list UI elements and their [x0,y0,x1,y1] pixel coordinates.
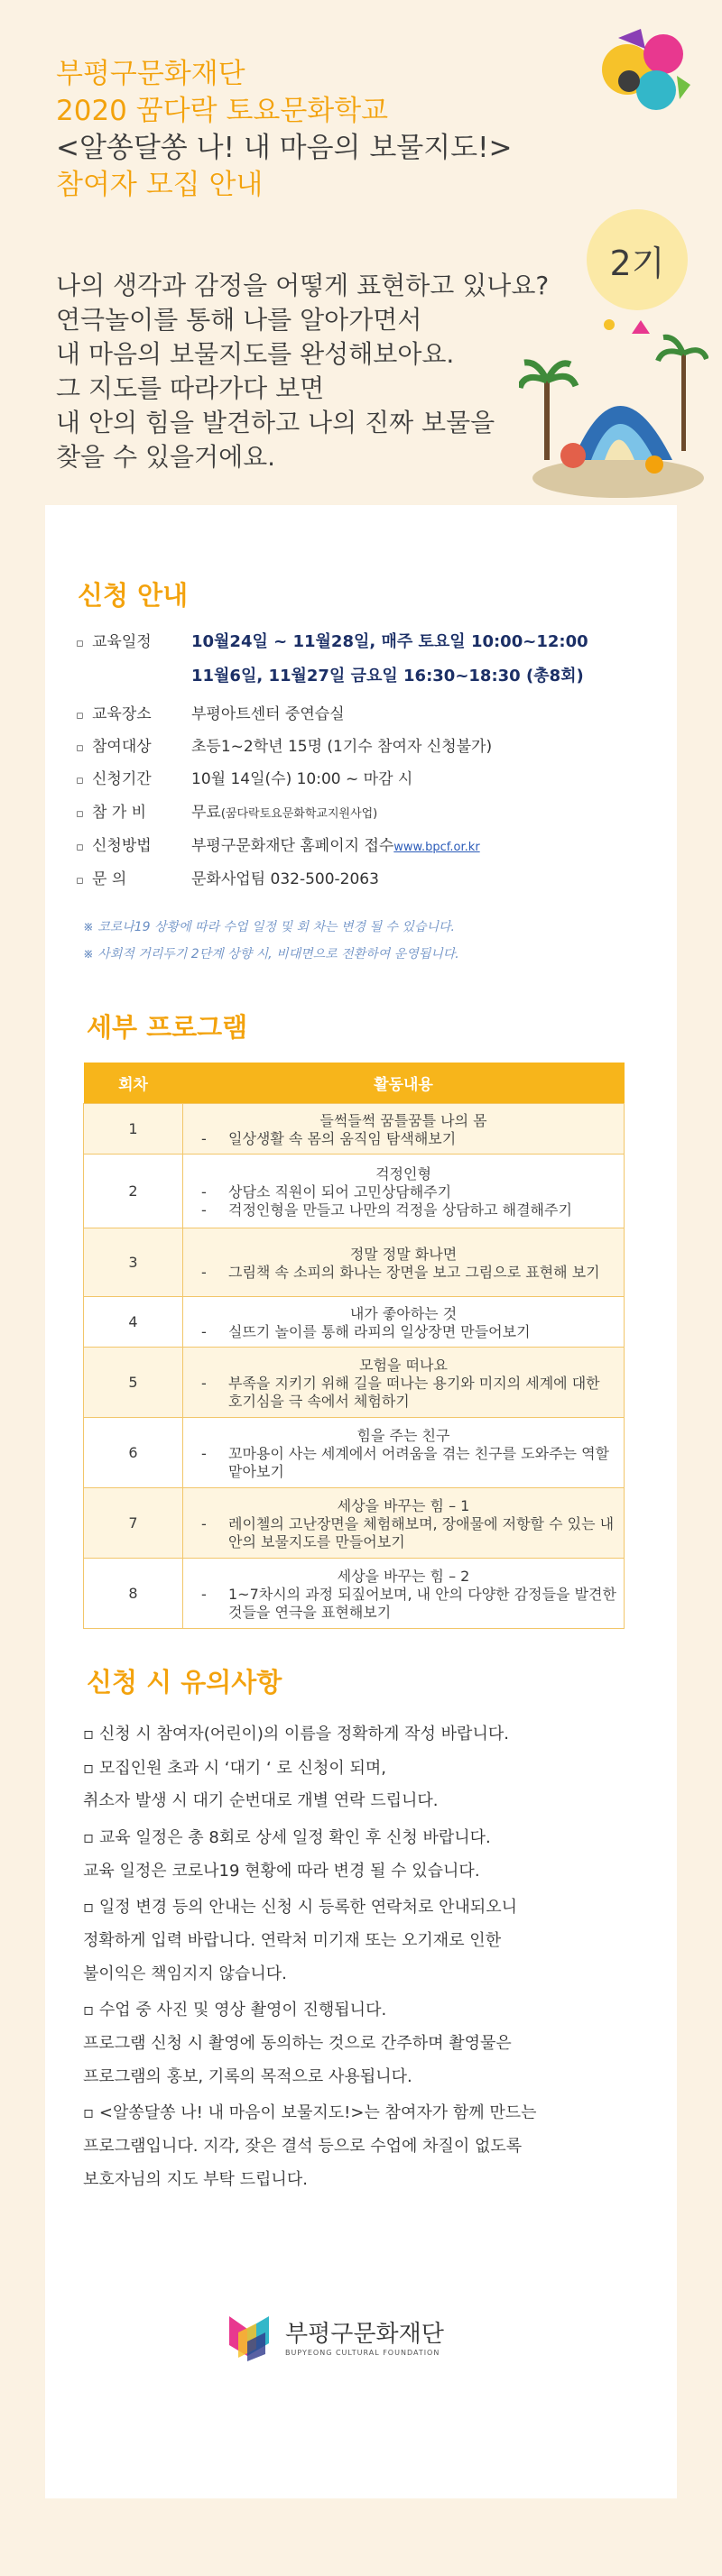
bullet-icon: ▫ [76,774,84,787]
info-row-location [76,701,345,723]
info-label: 참 가 비 [92,804,147,822]
foundation-logo-icon [226,2309,276,2363]
info-row-fee [76,799,377,822]
distancing-note: ※ 사회적 거리두기 2단계 상향 시, 비대면으로 전환하여 운영됩니다. [83,947,459,961]
logo-name: 부평구문화재단 [285,2321,444,2348]
bullet-icon: ▫ [76,874,84,888]
table-row: 4 내가 좋아하는 것 - 실뜨기 놀이를 통해 라피의 일상장면 만들어보기 [84,1297,625,1348]
bullet-icon: ▫ [76,637,84,650]
session-number: 6 [84,1418,183,1488]
caution-line: ▫ 모집인원 초과 시 ‘대기 ‘ 로 신청이 되며, [83,1759,386,1778]
bullet-icon: ▫ [76,709,84,722]
session-number: 7 [84,1488,183,1559]
covid-note: ※ 코로나19 상황에 따라 수업 일정 및 회 차는 변경 될 수 있습니다. [83,920,455,934]
session-number: 4 [84,1297,183,1348]
info-value: 부평아트센터 중연습실 [191,705,345,723]
session-desc: 걱정인형을 만들고 나만의 걱정을 상담하고 해결해주기 [228,1201,572,1219]
info-label: 교육장소 [92,705,152,723]
caution-line: ▫ 교육 일정은 총 8회로 상세 일정 확인 후 신청 바랍니다. [83,1828,491,1847]
caution-line: ▫ 수업 중 사진 및 영상 촬영이 진행됩니다. [83,2001,387,2019]
table-row: 2 걱정인형 - 상담소 직원이 되어 고민상담해주기 - 걱정인형을 만들고 나만의 걱정을 상담하고 해결해주기 [84,1155,625,1228]
session-number: 8 [84,1559,183,1629]
session-desc: 그림책 속 소피의 화나는 장면을 보고 그림으로 표현해 보기 [228,1264,600,1281]
intro-line: 내 안의 힘을 발견하고 나의 진짜 보물을 [56,408,495,437]
session-desc: 레이첼의 고난장면을 체험해보며, 장애물에 저항할 수 있는 내 안의 보물지도를 만들어보기 [228,1515,615,1550]
session-number: 1 [84,1104,183,1155]
intro-line: 연극놀이를 통해 나를 알아가면서 [56,305,422,335]
table-row: 1 들썩들썩 꿈틀꿈틀 나의 몸 - 일상생활 속 몸의 움직임 탐색해보기 [84,1104,625,1155]
session-number: 3 [84,1228,183,1297]
caution-line: 교육 일정은 코로나19 현황에 따라 변경 될 수 있습니다. [83,1862,480,1881]
table-row: 6 힘을 주는 친구 - 꼬마용이 사는 세계에서 어려움을 겪는 친구를 도와주는 역할 맡아보기 [84,1418,625,1488]
session-title: 모험을 떠나요 [359,1357,448,1374]
intro-line: 찾을 수 있을거에요. [56,442,276,472]
table-header-activity: 활동내용 [183,1063,625,1104]
program-title: <알쏭달쏭 나! 내 마음의 보물지도!> [56,132,513,164]
session-desc: 1~7차시의 과정 되짚어보며, 내 안의 다양한 감정들을 발견한 것들을 연극을 표현해보기 [228,1586,616,1621]
table-header-session: 회차 [84,1063,183,1104]
session-desc: 부족을 지키기 위해 길을 떠나는 용기와 미지의 세계에 대한 호기심을 극 속에서 체험하기 [228,1375,600,1410]
session-desc: 일상생활 속 몸의 움직임 탐색해보기 [228,1130,457,1147]
paint-palette-icon [591,20,695,119]
recruit-subtitle: 참여자 모집 안내 [56,169,264,201]
session-desc: 실뜨기 놀이를 통해 라피의 일상장면 만들어보기 [228,1323,531,1340]
info-value: 10월24일 ~ 11월28일, 매주 토요일 10:00~12:00 [191,632,588,651]
info-label: 문 의 [92,870,127,888]
session-desc: 꼬마용이 사는 세계에서 어려움을 겪는 친구를 도와주는 역할 맡아보기 [228,1445,610,1480]
info-row-schedule [76,629,588,652]
caution-line: 정확하게 입력 바랍니다. 연락처 미기재 또는 오기재로 인한 [83,1931,502,1950]
info-row-schedule-extra [76,663,584,686]
session-title: 내가 좋아하는 것 [349,1305,458,1322]
header-title-block [56,56,513,204]
intro-line: 그 지도를 따라가다 보면 [56,373,325,403]
intro-line: 나의 생각과 감정을 어떻게 표현하고 있나요? [56,271,550,300]
info-value: 무료 [191,804,221,822]
application-section-title: 신청 안내 [78,580,189,611]
info-value: 10월 14일(수) 10:00 ~ 마감 시 [191,770,413,788]
session-number: 5 [84,1348,183,1418]
session-desc: 상담소 직원이 되어 고민상담해주기 [228,1183,452,1201]
session-title: 힘을 주는 친구 [356,1427,450,1444]
info-row-period [76,766,412,788]
caution-line: 취소자 발생 시 대기 순번대로 개별 연락 드립니다. [83,1791,439,1810]
caution-line: ▫ 신청 시 참여자(어린이)의 이름을 정확하게 작성 바랍니다. [83,1725,509,1743]
homepage-link[interactable]: www.bpcf.or.kr [393,841,480,854]
logo-english-name: BUPYEONG CULTURAL FOUNDATION [285,2349,440,2357]
info-label: 신청방법 [92,837,152,855]
caution-line: 프로그램 신청 시 촬영에 동의하는 것으로 간주하며 촬영물은 [83,2034,512,2053]
bullet-icon: ▫ [76,841,84,854]
caution-line: ▫ 일정 변경 등의 안내는 신청 시 등록한 연락처로 안내되오니 [83,1898,518,1917]
caution-line: 불이익은 책임지지 않습니다. [83,1964,287,1983]
session-title: 정말 정말 화나면 [349,1246,458,1263]
org-name: 부평구문화재단 [56,58,245,90]
info-value: 문화사업팀 032-500-2063 [191,870,379,888]
table-row: 3 정말 정말 화나면 - 그림책 속 소피의 화나는 장면을 보고 그림으로 표현해 보기 [84,1228,625,1297]
info-value-note: (꿈다락토요문화학교지원사업) [220,807,378,821]
info-value: 부평구문화재단 홈페이지 접수 [191,837,394,855]
caution-line: 프로그램입니다. 지각, 잦은 결석 등으로 수업에 차질이 없도록 [83,2137,523,2156]
bullet-icon: ▫ [76,807,84,821]
session-title: 걱정인형 [375,1165,431,1182]
intro-line: 내 마음의 보물지도를 완성해보아요. [56,339,455,369]
cohort-badge: 2기 [587,209,688,310]
info-value: 11월6일, 11월27일 금요일 16:30~18:30 (총8회) [191,667,584,685]
table-row: 7 세상을 바꾸는 힘 – 1 - 레이첼의 고난장면을 체험해보며, 장애물에 저항할 수 있는 내 안의 보물지도를 만들어보기 [84,1488,625,1559]
info-row-contact [76,866,379,888]
treasure-island-illustration [519,298,708,505]
info-label: 참여대상 [92,738,152,756]
session-number: 2 [84,1155,183,1228]
intro-text [56,269,549,474]
table-row: 5 모험을 떠나요 - 부족을 지키기 위해 길을 떠나는 용기와 미지의 세계에 대한 호기심을 극 속에서 체험하기 [84,1348,625,1418]
bullet-icon: ▫ [76,741,84,755]
info-label: 교육일정 [92,633,152,651]
info-row-method [76,833,480,855]
caution-line: 보호자님의 지도 부탁 드립니다. [83,2170,308,2189]
info-value: 초등1~2학년 15명 (1기수 참여자 신청불가) [191,738,493,756]
info-row-target [76,733,492,756]
session-title: 세상을 바꾸는 힘 – 2 [337,1568,470,1585]
program-name: 2020 꿈다락 토요문화학교 [56,95,389,127]
caution-line: ▫ <알쏭달쏭 나! 내 마음이 보물지도!>는 참여자가 함께 만드는 [83,2103,537,2122]
content-card [45,505,677,2498]
caution-line: 프로그램의 홍보, 기록의 목적으로 사용됩니다. [83,2067,412,2086]
program-section-title: 세부 프로그램 [87,1012,248,1043]
caution-section-title: 신청 시 유의사항 [87,1667,282,1697]
program-table [83,1063,625,1629]
table-row: 8 세상을 바꾸는 힘 – 2 - 1~7차시의 과정 되짚어보며, 내 안의 다양한 감정들을 발견한 것들을 연극을 표현해보기 [84,1559,625,1629]
poster-header [0,0,722,505]
info-label: 신청기간 [92,770,152,788]
session-title: 들썩들썩 꿈틀꿈틀 나의 몸 [319,1112,487,1129]
foundation-logo [226,2309,444,2363]
session-title: 세상을 바꾸는 힘 – 1 [337,1497,470,1514]
